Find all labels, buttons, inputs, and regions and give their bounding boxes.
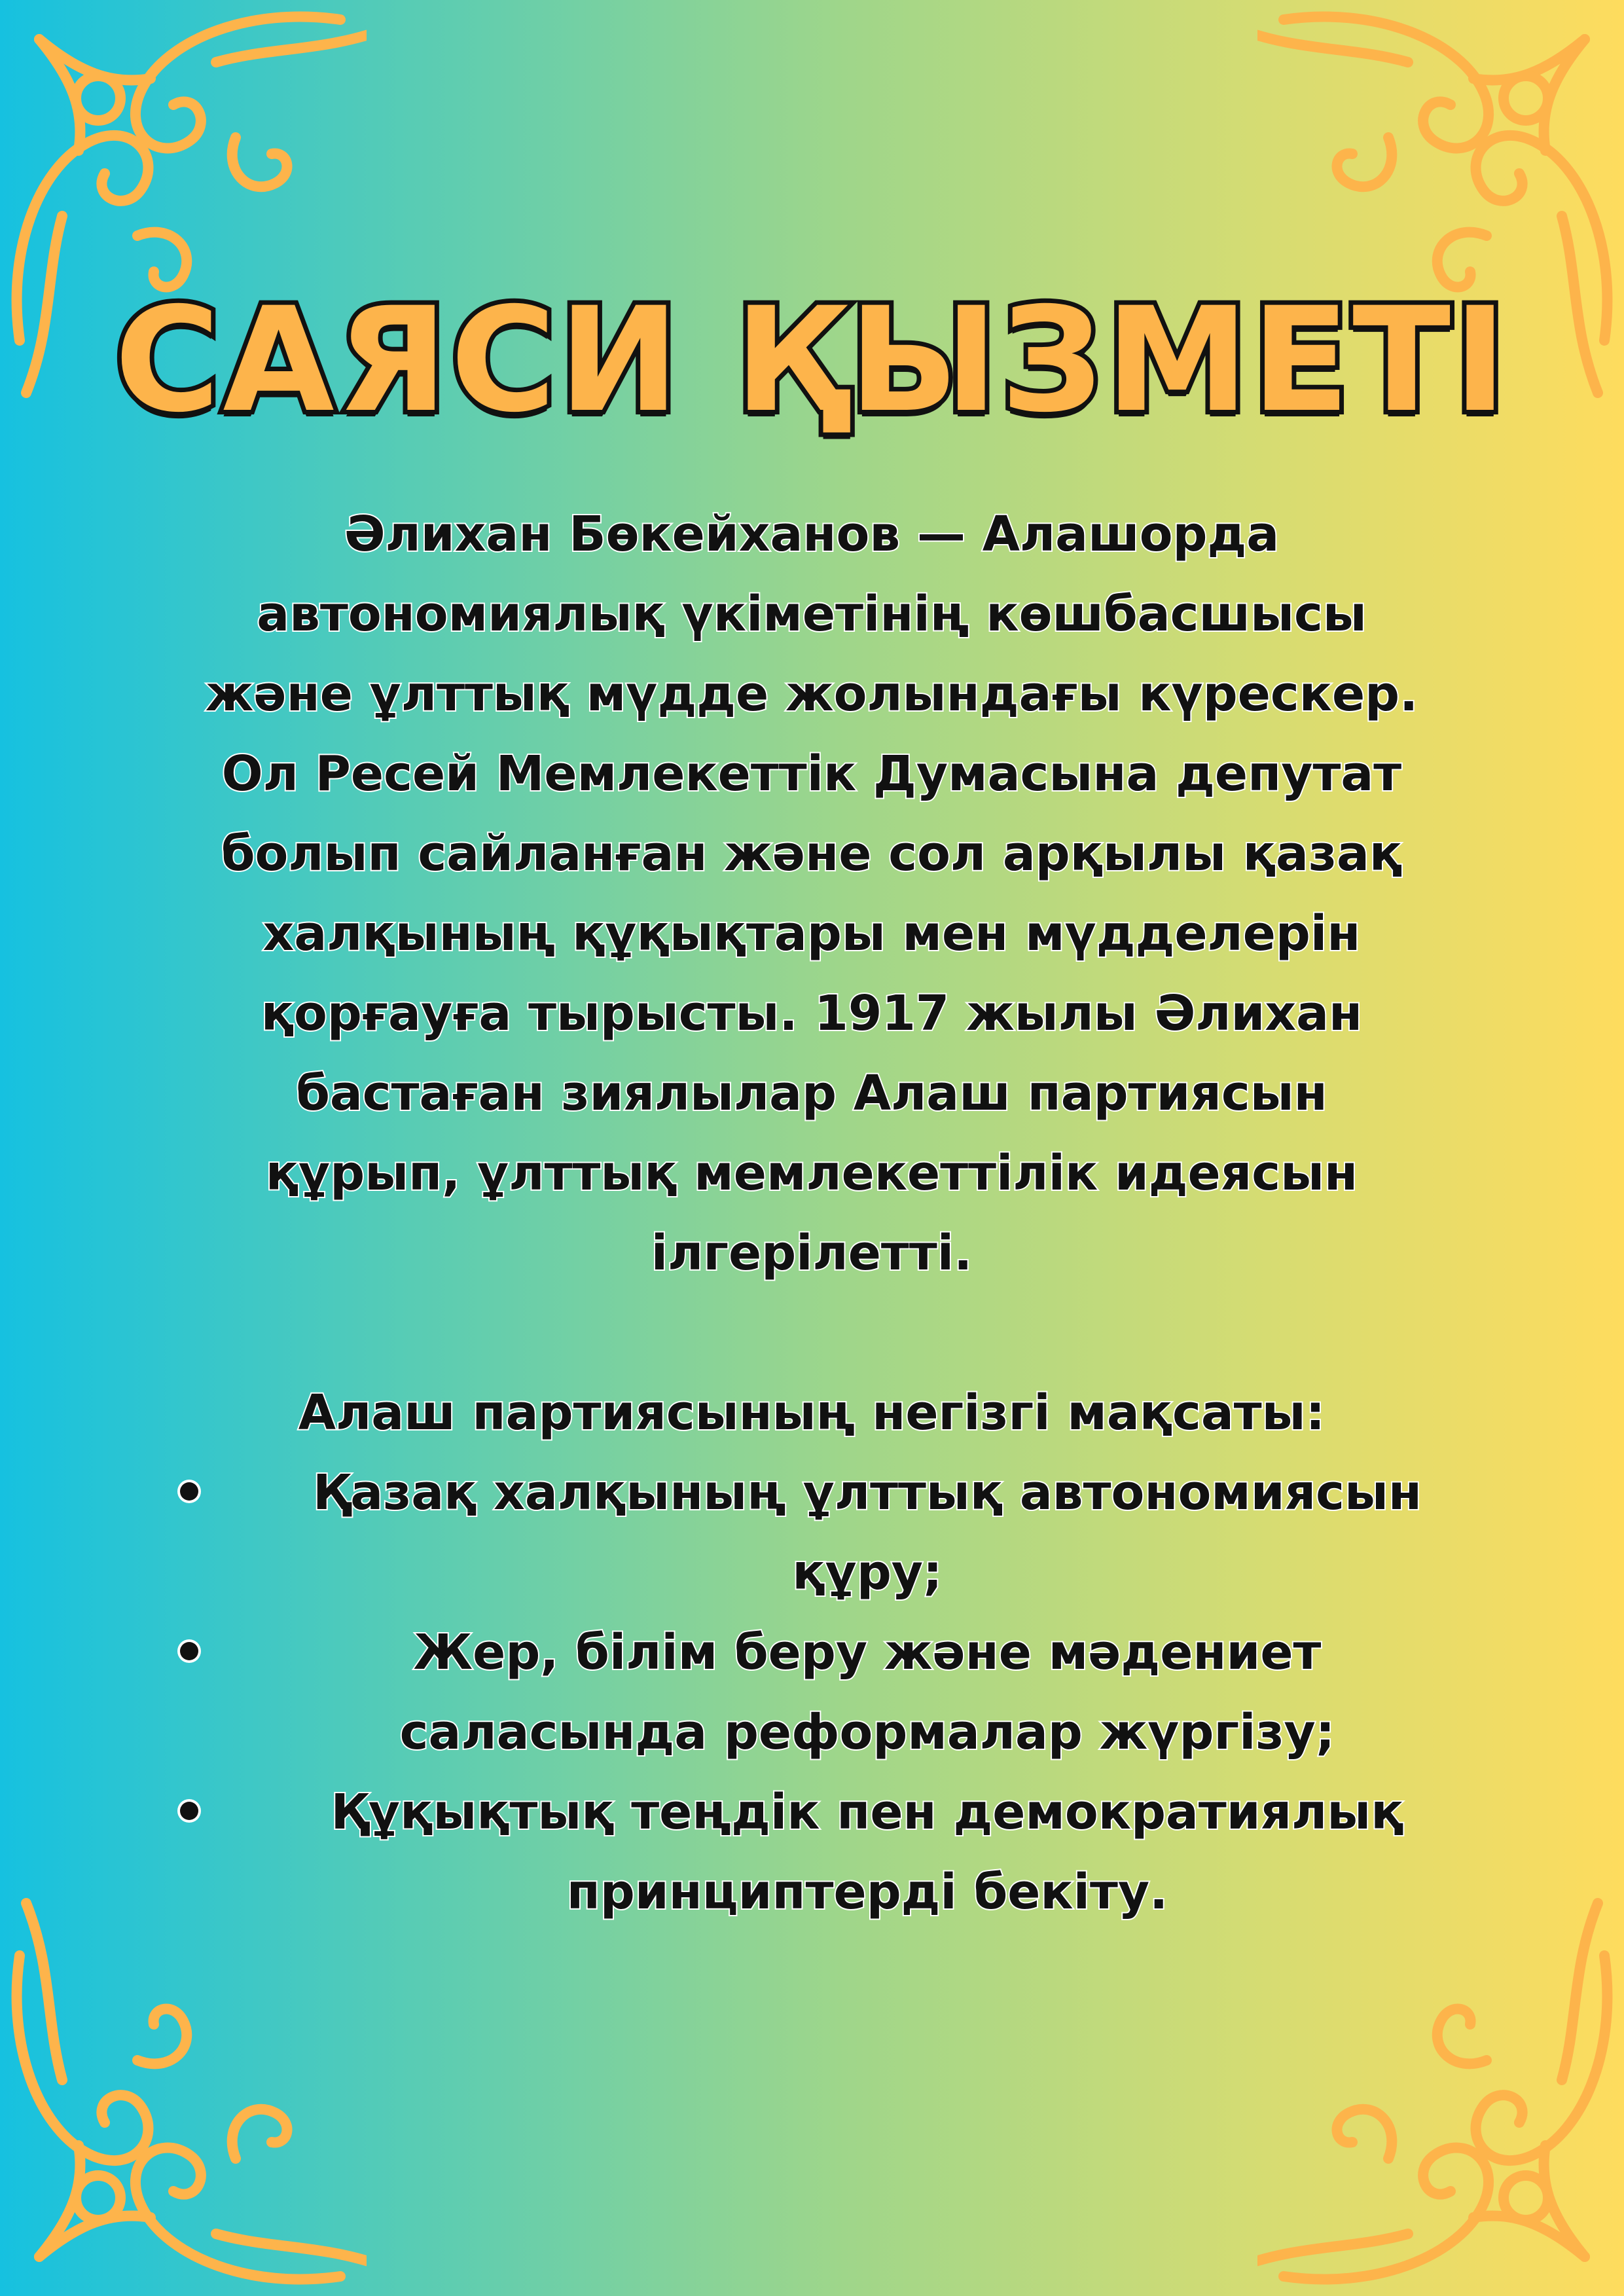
swirl-ornament-icon [1257,1877,1624,2296]
swirl-ornament-icon [0,1877,367,2296]
goal-item [118,1772,1506,1932]
goal-line: Құқықтық теңдік пен демократиялық [331,1784,1404,1840]
intro-line: Әлихан Бөкейханов — Алашорда [344,506,1280,562]
goal-line: саласында реформалар жүргізу; [399,1704,1335,1760]
page-title: САЯСИ ҚЫЗМЕТІ [114,276,1510,444]
intro-line: автономиялық үкіметінің көшбасшысы [257,586,1367,642]
goal-line: құру; [792,1544,943,1601]
bullet-icon [180,1642,198,1660]
goal-line: Жер, білім беру және мәдениет [413,1624,1322,1681]
content-body [118,494,1506,1932]
corner-ornament-bottom-left [0,1877,367,2296]
bullet-icon [180,1802,198,1820]
goals-heading: Алаш партиясының негізгі мақсаты: [298,1385,1326,1441]
intro-line: құрып, ұлттық мемлекеттілік идеясын [265,1145,1358,1201]
intro-line: ілгерілетті. [651,1225,973,1281]
corner-ornament-bottom-right [1257,1877,1624,2296]
intro-line: Ол Ресей Мемлекеттік Думасына депутат [221,746,1402,802]
goal-line: Қазақ халқының ұлттық автономиясын [312,1465,1422,1521]
intro-line: бастаған зиялылар Алаш партиясын [296,1065,1327,1121]
goal-item [118,1453,1506,1613]
intro-line: болып сайланған және сол арқылы қазақ [221,826,1403,882]
intro-paragraph [118,494,1506,1293]
goal-item [118,1613,1506,1772]
bullet-icon [180,1482,198,1501]
goals-list [118,1453,1506,1932]
intro-line: қорғауға тырысты. 1917 жылы Әлихан [261,985,1363,1042]
goal-line: принциптерді бекіту. [566,1864,1168,1920]
intro-line: және ұлттық мүдде жолындағы күрескер. [205,666,1418,722]
intro-line: халқының құқықтары мен мүдделерін [262,905,1361,962]
